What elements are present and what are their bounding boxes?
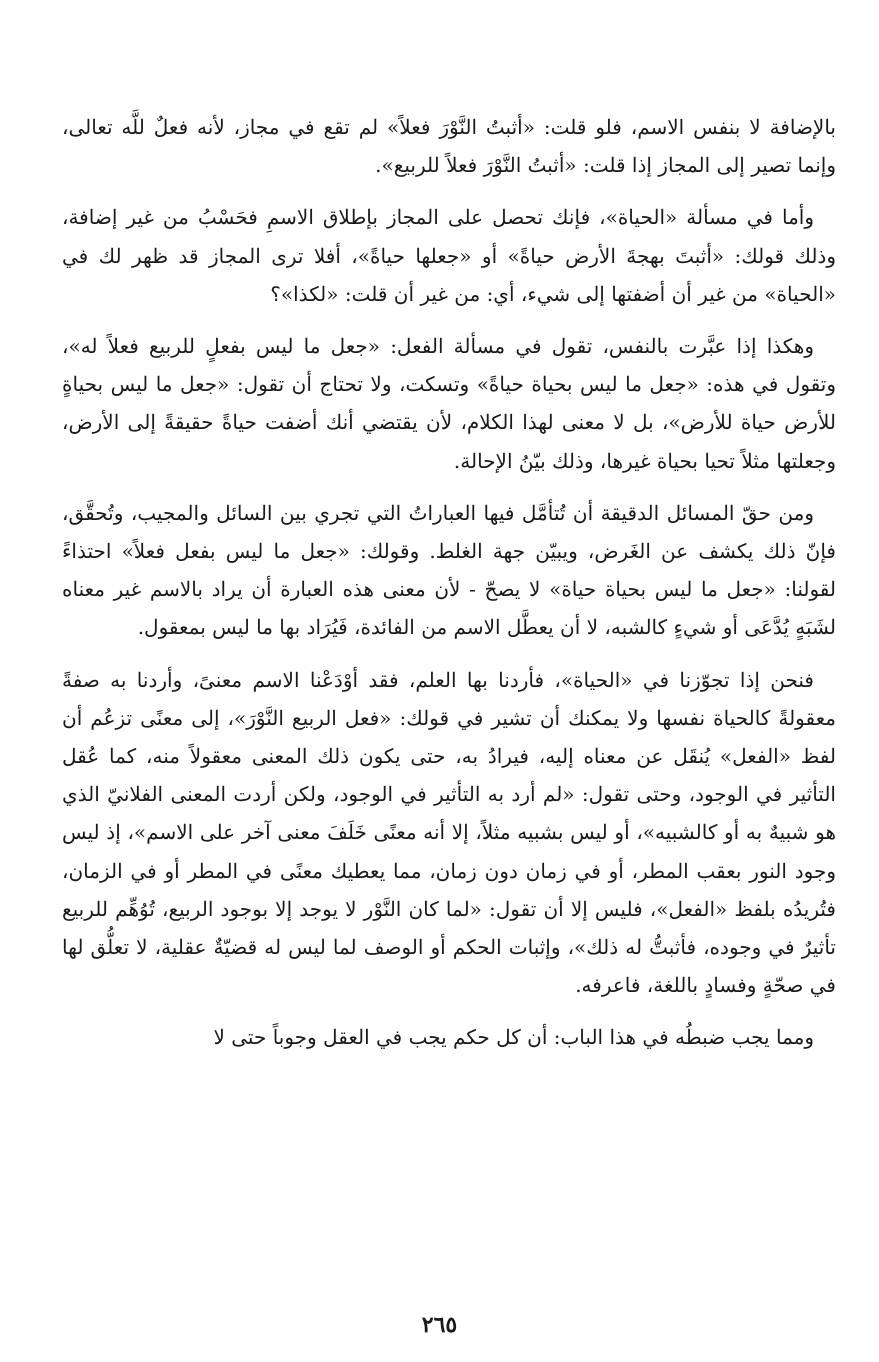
paragraph-1: بالإضافة لا بنفس الاسم، فلو قلت: «أثبتُ النَّوْرَ فعلاً» لم تقع في مجاز، لأنه فعلٌ للَّه تعالى، وإنما تصير إلى المجاز إذا قلت: «أثبتُ النَّوْرَ فعلاً للربيع». [62, 115, 836, 178]
page-number: ٢٦٥ [421, 1312, 458, 1338]
paragraph-6: ومما يجب ضبطُه في هذا الباب: أن كل حكم يجب في العقل وجوباً حتى لا [213, 1025, 814, 1050]
paragraph-3: وهكذا إذا عبَّرت بالنفس، تقول في مسألة الفعل: «جعل ما ليس بفعلٍ للربيع فعلاً له»، وتقول في هذه: «جعل ما ليس بحياة حياةً» وتسكت، ولا تحتاج أن تقول: «جعل ما ليس بحياةٍ للأرض حياة للأرض»، بل لا معنى لهذا الكلام، لأن يقتضي أنك أضفت حياةً حقيقةً إلى الأرض، وجعلتها مثلاً تحيا بحياة غيرها، وذلك بيّنُ الإحالة. [62, 334, 836, 473]
paragraph-5: فنحن إذا تجوّزنا في «الحياة»، فأردنا بها العلم، فقد أوْدَعْنا الاسم معنىً، وأردنا به صفةً معقولةً كالحياة نفسها ولا يمكنك أن تشير في قولك: «فعل الربيع النَّوْرَ»، إلى معنًى تزعُم أن لفظ «الفعل» يُنقَل عن معناه إليه، فيرادُ به، حتى يكون ذلك المعنى معقولاً منه، كما عُقل التأثير في الوجود، وحتى تقول: «لم أرد به التأثير في الوجود، ولكن أردت المعنى الفلانيّ الذي هو شبيهٌ به أو كالشبيه»، أو ليس بشبيه مثلاً، إلا أنه معنًى خَلَفَ معنى آخر على الاسم»، إذ ليس وجود النور بعقب المطر، أو في زمان دون زمان، مما يعطيك معنًى في المطر أو في الزمان، فتُريدُه بلفظ «الفعل»، فليس إلا أن تقول: «لما كان النَّوْر لا يوجد إلا بوجود الربيع، تُوُهِّم للربيع تأثيرٌ في وجوده، فأثبتُّ له ذلك»، وإثبات الحكم أو الوصف لما ليس له قضيّةٌ عقلية، لا تعلُّق لها في صحّةٍ وفسادٍ باللغة، فاعرفه. [62, 667, 836, 998]
paragraph-4: ومن حقّ المسائل الدقيقة أن تُتأمَّل فيها العباراتُ التي تجري بين السائل والمجيب، وتُحقَّق، فإنّ ذلك يكشف عن الغَرض، ويبيّن جهة الغلط. وقولك: «جعل ما ليس بفعل فعلاً» احتذاءً لقولنا: «جعل ما ليس بحياة حياة» لا يصحّ - لأن معنى هذه العبارة أن يراد بالاسم غير معناه لشَبَهٍ يُدَّعَى أو شيءٍ كالشبه، لا أن يعطَّل الاسم من الفائدة، فَيُرَاد بها ما ليس بمعقول. [62, 500, 836, 640]
paragraph-2: وأما في مسألة «الحياة»، فإنك تحصل على المجاز بإطلاق الاسمِ فحَسْبُ من غير إضافة، وذلك قولك: «أثبتَ بهجةَ الأرض حياةً» أو «جعلها حياةً»، أفلا ترى المجاز قد ظهر لك في «الحياة» من غير أن أضفتها إلى شيء، أي: من غير أن قلت: «لكذا»؟ [62, 205, 836, 306]
document-body [62, 108, 836, 1071]
